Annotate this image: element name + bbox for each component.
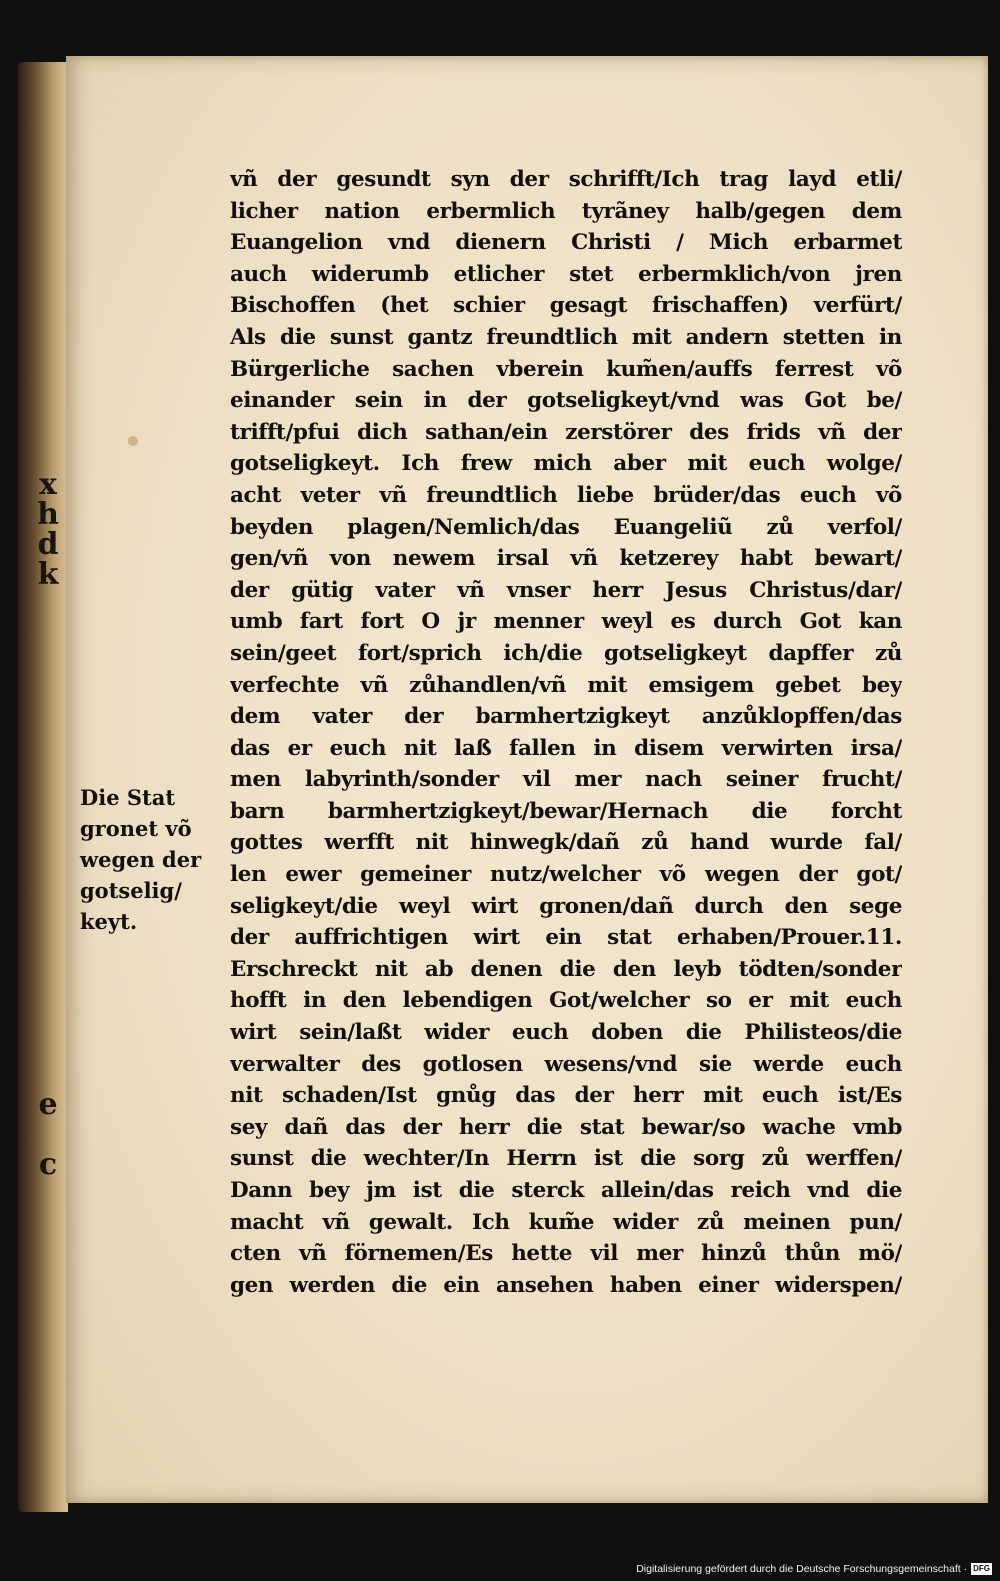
margin-note-line: gronet võ <box>80 816 192 841</box>
text-line: verwalter des gotlosen wesens/vnd sie werde euch <box>230 1051 902 1077</box>
text-line: Bürgerliche sachen vberein kum̃en/auffs ferrest võ <box>230 356 902 382</box>
dfg-logo: DFG <box>973 1564 990 1573</box>
footer-credit: Digitalisierung gefördert durch die Deutsche Forschungsgemeinschaft · <box>636 1563 968 1575</box>
text-line: dem vater der barmhertzigkeyt anzůklopffen/das <box>230 704 902 730</box>
text-line: gen/vñ von newem irsal vñ ketzerey habt bewart/ <box>230 546 902 572</box>
text-line: nit schaden/Ist gnůg das der herr mit euch ist/Es <box>230 1083 902 1109</box>
text-line: der gütig vater vñ vnser herr Jesus Christus/dar/ <box>230 577 902 603</box>
previous-page-edge <box>18 62 68 1512</box>
text-line: men labyrinth/sonder vil mer nach seiner frucht/ <box>230 767 902 793</box>
text-line: gen werden die ein ansehen haben einer widerspen/ <box>230 1272 902 1298</box>
text-line: licher nation erbermlich tyrãney halb/gegen dem <box>230 198 902 224</box>
text-line: verfechte vñ zůhandlen/vñ mit emsigem gebet bey <box>230 672 902 698</box>
text-line: sunst die wechter/In Herrn ist die sorg zů werffen/ <box>230 1146 902 1172</box>
digitization-footer <box>636 1561 992 1577</box>
margin-note-line: wegen der <box>80 847 202 872</box>
spine-fragment-5: e <box>38 1087 58 1122</box>
text-line: Dann bey jm ist die sterck allein/das reich vnd die <box>230 1178 902 1203</box>
text-line: umb fart fort O jr menner weyl es durch Got kan <box>230 609 902 635</box>
spine-fragment-2: h <box>37 497 59 532</box>
text-line: Als die sunst gantz freundtlich mit andern stetten in <box>230 324 902 350</box>
text-line: gotseligkeyt. Ich frew mich aber mit euch wolge/ <box>230 451 902 477</box>
text-line: acht veter vñ freundtlich liebe brüder/das euch võ <box>230 482 902 508</box>
text-line: len ewer gemeiner nutz/welcher võ wegen der got/ <box>230 862 902 888</box>
text-line: sein/geet fort/sprich ich/die gotseligkeyt dapffer zů <box>230 640 902 666</box>
text-line: hofft in den lebendigen Got/welcher so er mit euch <box>230 988 902 1014</box>
text-line: der auffrichtigen wirt ein stat erhaben/Prouer.11. <box>230 925 902 951</box>
text-line: seligkeyt/die weyl wirt gronen/dañ durch den sege <box>230 893 902 919</box>
text-line: Euangelion vnd dienern Christi / Mich erbarmet <box>230 230 902 256</box>
margin-note-line: gotselig/ <box>80 878 182 903</box>
main-text-block <box>230 164 902 1301</box>
text-line: beyden plagen/Nemlich/das Euangeliũ zů verfol/ <box>230 514 902 540</box>
text-line: gottes werfft nit hinwegk/dañ zů hand wurde fal/ <box>230 830 902 856</box>
spine-fragment-6: c <box>38 1147 58 1182</box>
text-line: sey dañ das der herr die stat bewar/so wache vmb <box>230 1114 902 1140</box>
margin-note-line: Die Stat <box>80 785 176 810</box>
text-line: barn barmhertzigkeyt/bewar/Hernach die forcht <box>230 798 902 824</box>
paper-stain <box>128 436 138 446</box>
marginal-note <box>80 782 220 937</box>
text-line: macht vñ gewalt. Ich kum̃e wider zů meinen pun/ <box>230 1209 902 1235</box>
text-line: das er euch nit laß fallen in disem verwirten irsa/ <box>230 735 902 761</box>
text-line: einander sein in der gotseligkeyt/vnd was Got be/ <box>230 388 902 414</box>
spine-fragment-3: d <box>37 527 59 562</box>
text-line: Erschreckt nit ab denen die den leyb tödten/sonder <box>230 956 902 982</box>
spine-fragment-4: k <box>37 557 59 592</box>
text-line: vñ der gesundt syn der schrifft/Ich trag layd etli/ <box>230 167 902 192</box>
margin-note-line: keyt. <box>80 909 138 934</box>
text-line: cten vñ förnemen/Es hette vil mer hinzů thůn mö/ <box>230 1241 902 1267</box>
text-line: auch widerumb etlicher stet erbermklich/von jren <box>230 261 902 287</box>
spine-fragment-1: x <box>39 467 57 502</box>
text-line: trifft/pfui dich sathan/ein zerstörer des frids vñ der <box>230 419 902 445</box>
text-line: wirt sein/laßt wider euch doben die Philisteos/die <box>230 1020 902 1046</box>
text-line: Bischoffen (het schier gesagt frischaffen) verfürt/ <box>230 293 902 319</box>
